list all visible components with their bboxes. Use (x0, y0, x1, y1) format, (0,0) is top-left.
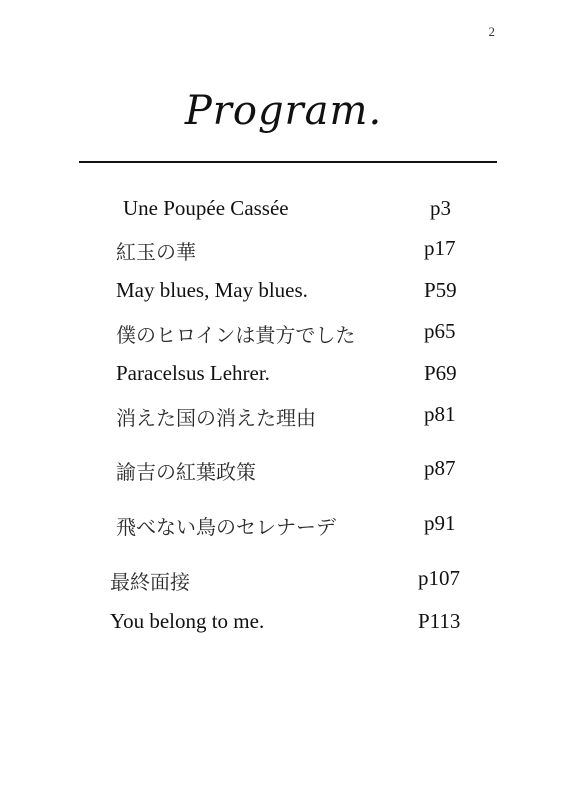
toc-entry-title: 僕のヒロインは貴方でした (116, 323, 356, 347)
page-title: Program. (184, 88, 383, 134)
toc-entry-title: 最終面接 (110, 570, 190, 594)
toc-entry-page: p87 (424, 456, 456, 480)
toc-entry-title: You belong to me. (110, 609, 265, 633)
toc-entry-page: P69 (424, 361, 457, 385)
toc-entry-page: p65 (424, 319, 456, 343)
toc-entry-title: 諭吉の紅葉政策 (116, 460, 256, 484)
toc-entry (0, 278, 567, 308)
toc-entry-title: 飛べない鳥のセレナーデ (116, 515, 336, 539)
toc-entry-page: P59 (424, 278, 457, 302)
page-number: 2 (488, 24, 495, 39)
toc-entry-title: May blues, May blues. (116, 278, 308, 302)
toc-entry-title: 紅玉の華 (116, 240, 196, 264)
toc-entry-page: p3 (430, 196, 451, 220)
title-divider (79, 161, 497, 163)
toc-entry-page: p81 (424, 402, 456, 426)
toc-entry (0, 236, 567, 266)
toc-entry (0, 361, 567, 391)
toc-entry-title: Paracelsus Lehrer. (116, 361, 270, 385)
toc-entry-page: p107 (418, 566, 460, 590)
toc-entry (0, 456, 567, 486)
toc-entry (0, 196, 567, 226)
toc-entry (0, 609, 567, 639)
toc-entry-title: Une Poupée Cassée (123, 196, 289, 220)
toc-entry-page: p17 (424, 236, 456, 260)
toc-entry (0, 511, 567, 541)
toc-entry (0, 402, 567, 432)
toc-entry (0, 566, 567, 596)
toc-entry (0, 319, 567, 349)
toc-entry-title: 消えた国の消えた理由 (116, 406, 316, 430)
toc-entry-page: P113 (418, 609, 461, 633)
toc-entry-page: p91 (424, 511, 456, 535)
